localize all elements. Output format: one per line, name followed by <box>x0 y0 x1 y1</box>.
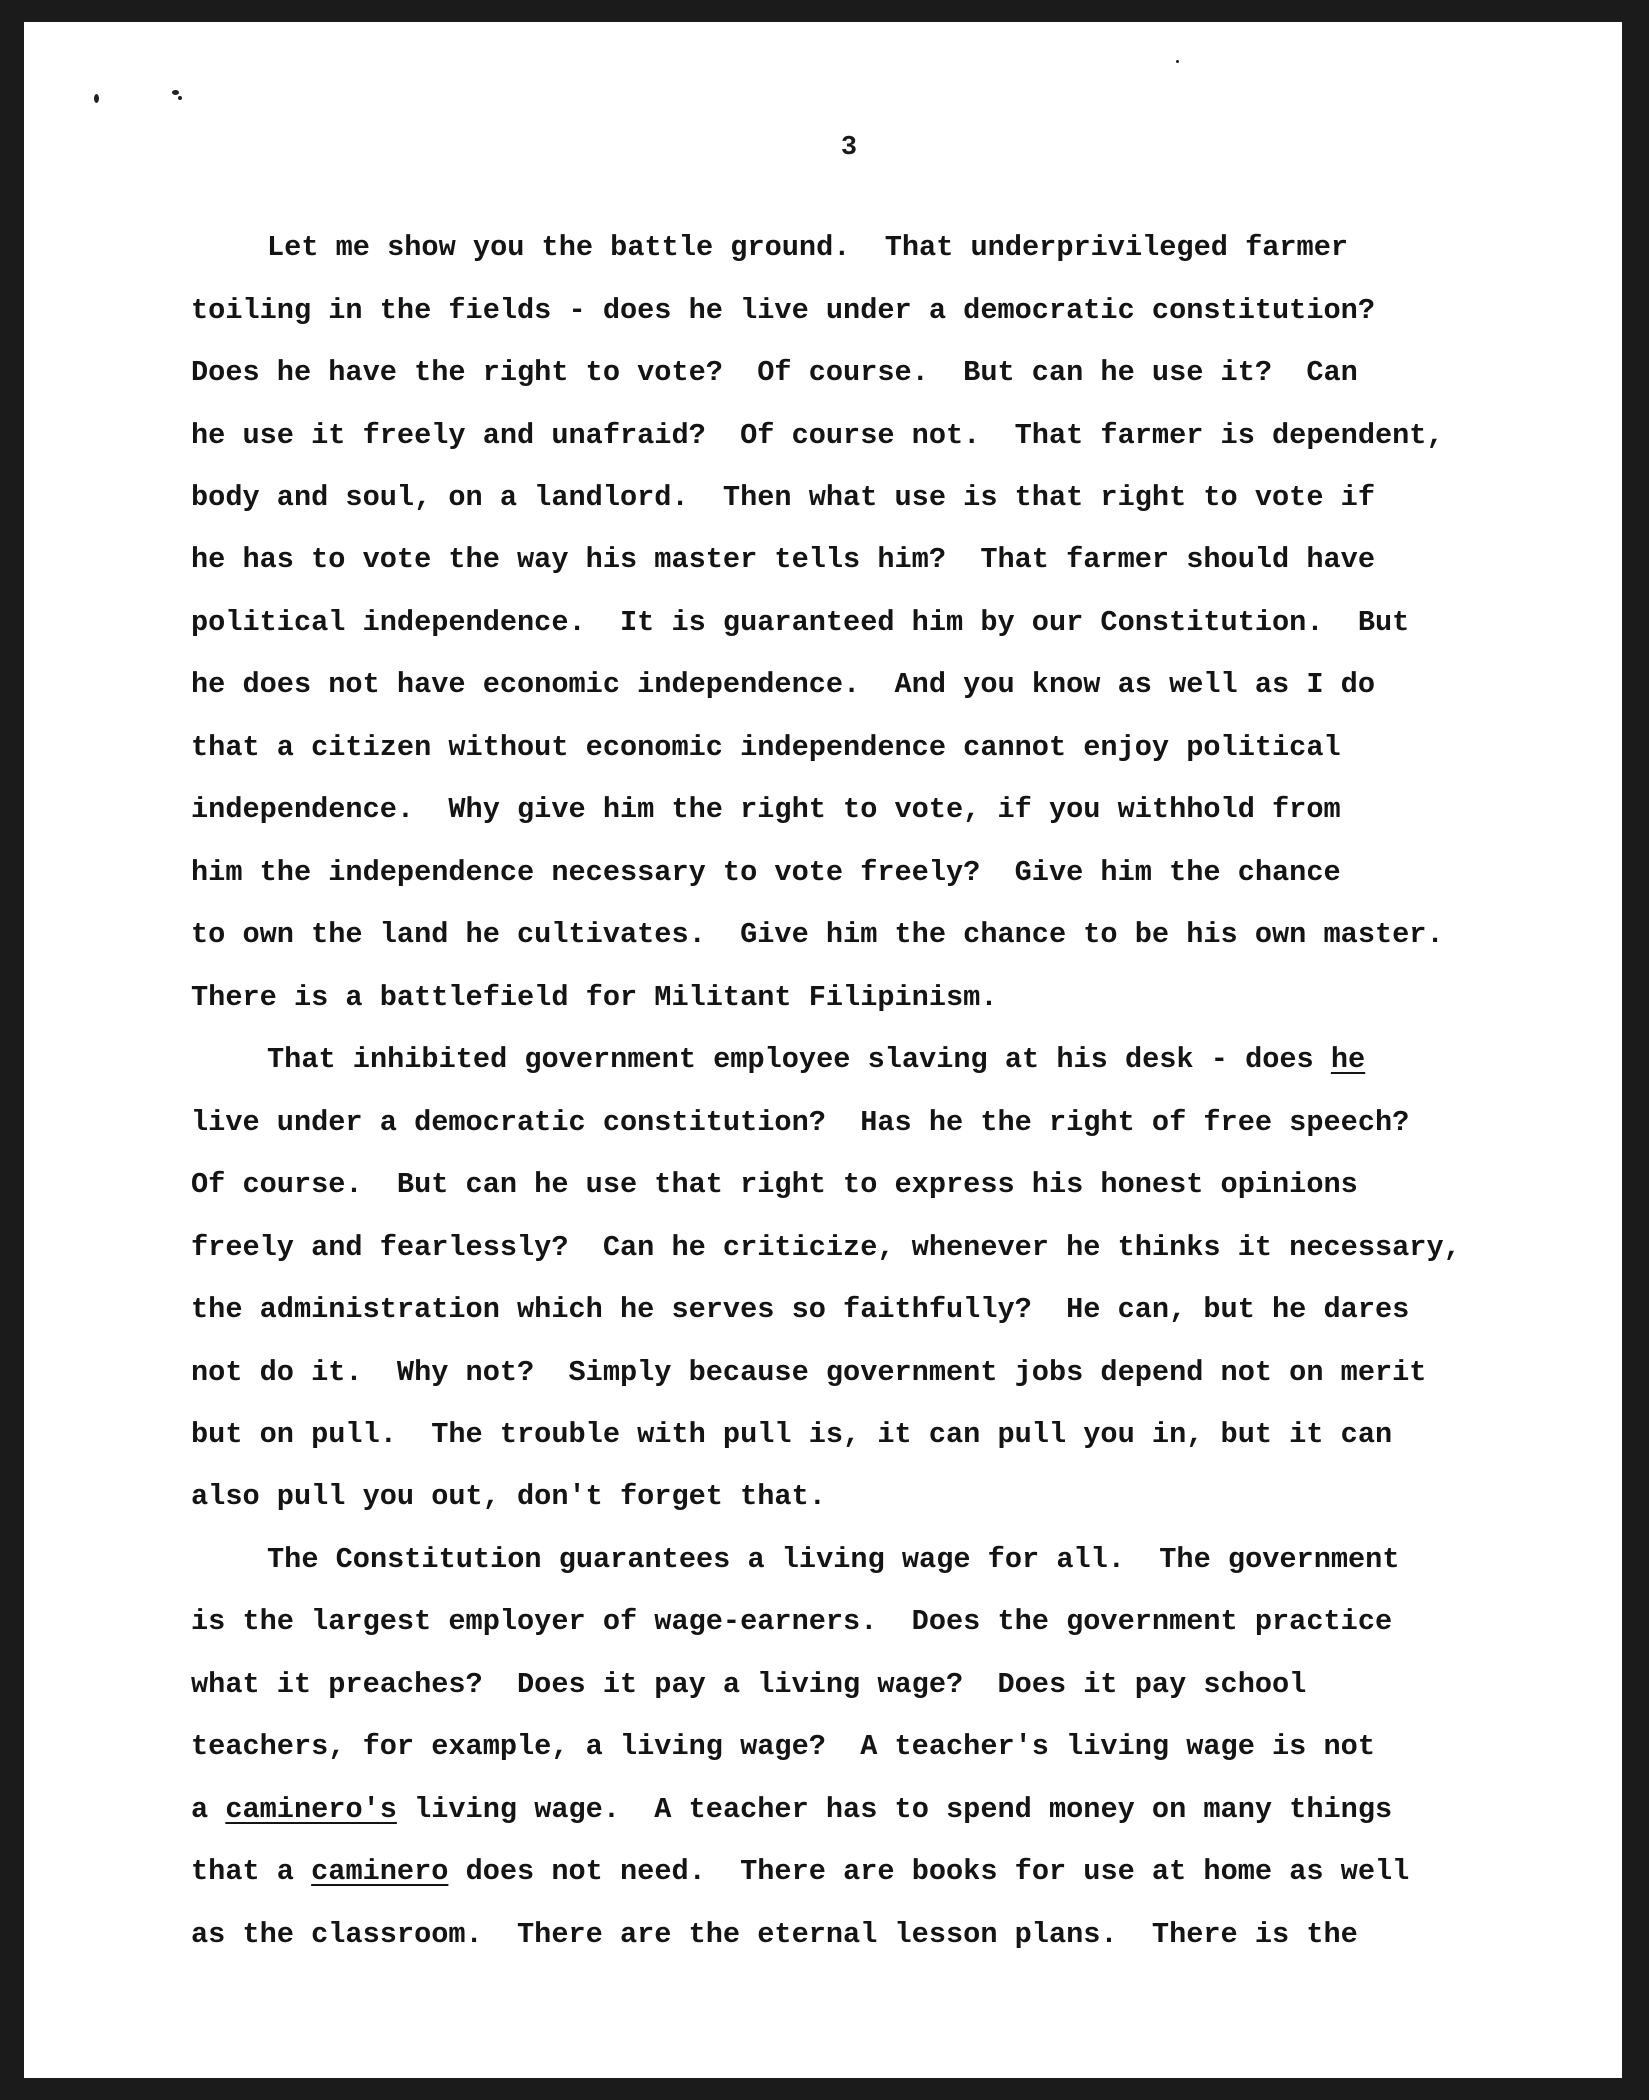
text-line: Does he have the right to vote? Of course. But can he use it? Can <box>191 356 1358 389</box>
text-line: teachers, for example, a living wage? A teacher's living wage is not <box>191 1730 1375 1763</box>
text-line: independence. Why give him the right to vote, if you withhold from <box>191 793 1341 826</box>
underlined-word: caminero's <box>225 1793 397 1826</box>
text-line: also pull you out, don't forget that. <box>191 1480 826 1513</box>
text-line: he does not have economic independence. And you know as well as I do <box>191 668 1375 701</box>
text-line: political independence. It is guaranteed him by our Constitution. But <box>191 606 1410 639</box>
text-line: The Constitution guarantees a living wage for all. The government <box>267 1543 1400 1576</box>
page-number: 3 <box>840 133 858 163</box>
text-line: body and soul, on a landlord. Then what use is that right to vote if <box>191 481 1375 514</box>
document-page <box>24 22 1622 2078</box>
underlined-word: caminero <box>311 1855 449 1888</box>
text-line: Let me show you the battle ground. That underprivileged farmer <box>267 231 1349 264</box>
text-line: to own the land he cultivates. Give him the chance to be his own master. <box>191 918 1444 951</box>
text-line: him the independence necessary to vote freely? Give him the chance <box>191 856 1341 889</box>
ink-speck <box>172 90 179 95</box>
text-line: freely and fearlessly? Can he criticize, whenever he thinks it necessary, <box>191 1231 1461 1264</box>
text-line: that a citizen without economic independence cannot enjoy political <box>191 731 1341 764</box>
underlined-word: he <box>1330 1043 1366 1076</box>
text-line: as the classroom. There are the eternal lesson plans. There is the <box>191 1918 1358 1951</box>
ink-speck <box>1176 60 1179 63</box>
text-line: what it preaches? Does it pay a living wage? Does it pay school <box>191 1668 1307 1701</box>
text-line: Of course. But can he use that right to express his honest opinions <box>191 1168 1358 1201</box>
text-line: that a caminero does not need. There are books for use at home as well <box>191 1855 1410 1888</box>
text-line: That inhibited government employee slaving at his desk - does he <box>267 1043 1366 1076</box>
ink-speck <box>94 94 99 103</box>
text-line: live under a democratic constitution? Has he the right of free speech? <box>191 1106 1410 1139</box>
text-line: not do it. Why not? Simply because government jobs depend not on merit <box>191 1356 1427 1389</box>
text-line: he use it freely and unafraid? Of course not. That farmer is dependent, <box>191 419 1444 452</box>
text-line: is the largest employer of wage-earners. Does the government practice <box>191 1605 1393 1638</box>
text-line: There is a battlefield for Militant Filipinism. <box>191 981 998 1014</box>
text-line: toiling in the fields - does he live under a democratic constitution? <box>191 294 1375 327</box>
text-line: he has to vote the way his master tells him? That farmer should have <box>191 543 1375 576</box>
text-line: a caminero's living wage. A teacher has to spend money on many things <box>191 1793 1393 1826</box>
text-line: but on pull. The trouble with pull is, it can pull you in, but it can <box>191 1418 1393 1451</box>
text-line: the administration which he serves so faithfully? He can, but he dares <box>191 1293 1410 1326</box>
ink-speck <box>178 96 182 100</box>
